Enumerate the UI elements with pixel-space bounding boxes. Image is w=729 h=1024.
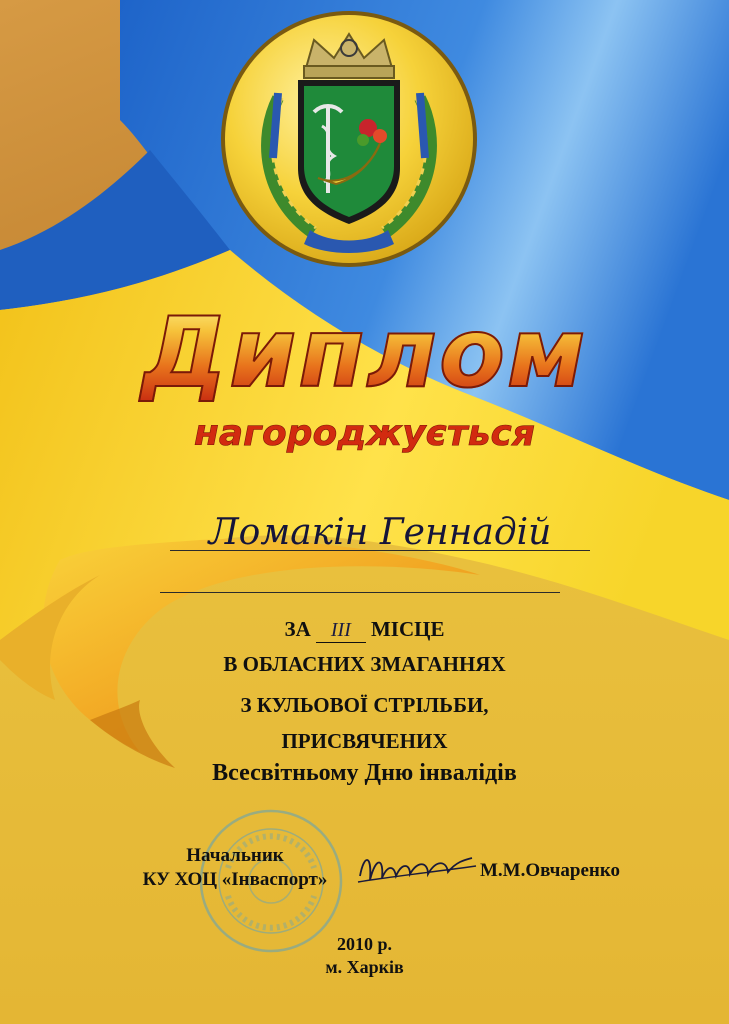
- coat-of-arms-emblem: [218, 8, 480, 270]
- place-line: [0, 617, 729, 643]
- body-line-dedicated: ПРИСВЯЧЕНИХ: [281, 729, 448, 753]
- place-value: III: [316, 619, 366, 643]
- recipient-underline: [170, 550, 590, 551]
- recipient-name: Ломакін Геннадій: [208, 512, 552, 553]
- body-line-occasion: Всесвітньому Дню інвалідів: [212, 760, 517, 786]
- diploma-title: Диплом: [0, 298, 729, 408]
- signer-organization: КУ ХОЦ «Інваспорт»: [142, 869, 328, 890]
- body-line-competition: В ОБЛАСНИХ ЗМАГАННЯХ: [223, 652, 506, 676]
- awarded-subtitle: нагороджується: [194, 413, 535, 454]
- signer-position: Начальник: [186, 845, 284, 866]
- body-line-discipline: З КУЛЬОВОЇ СТРІЛЬБИ,: [240, 693, 489, 717]
- place-label: МІСЦЕ: [370, 617, 445, 641]
- year-label: 2010 р.: [336, 934, 392, 954]
- city-label: м. Харків: [325, 957, 404, 977]
- for-label: ЗА: [284, 617, 311, 641]
- handwritten-signature: [354, 846, 479, 890]
- second-underline: [160, 592, 560, 593]
- signer-title: [120, 844, 350, 892]
- signer-name: М.М.Овчаренко: [480, 860, 621, 881]
